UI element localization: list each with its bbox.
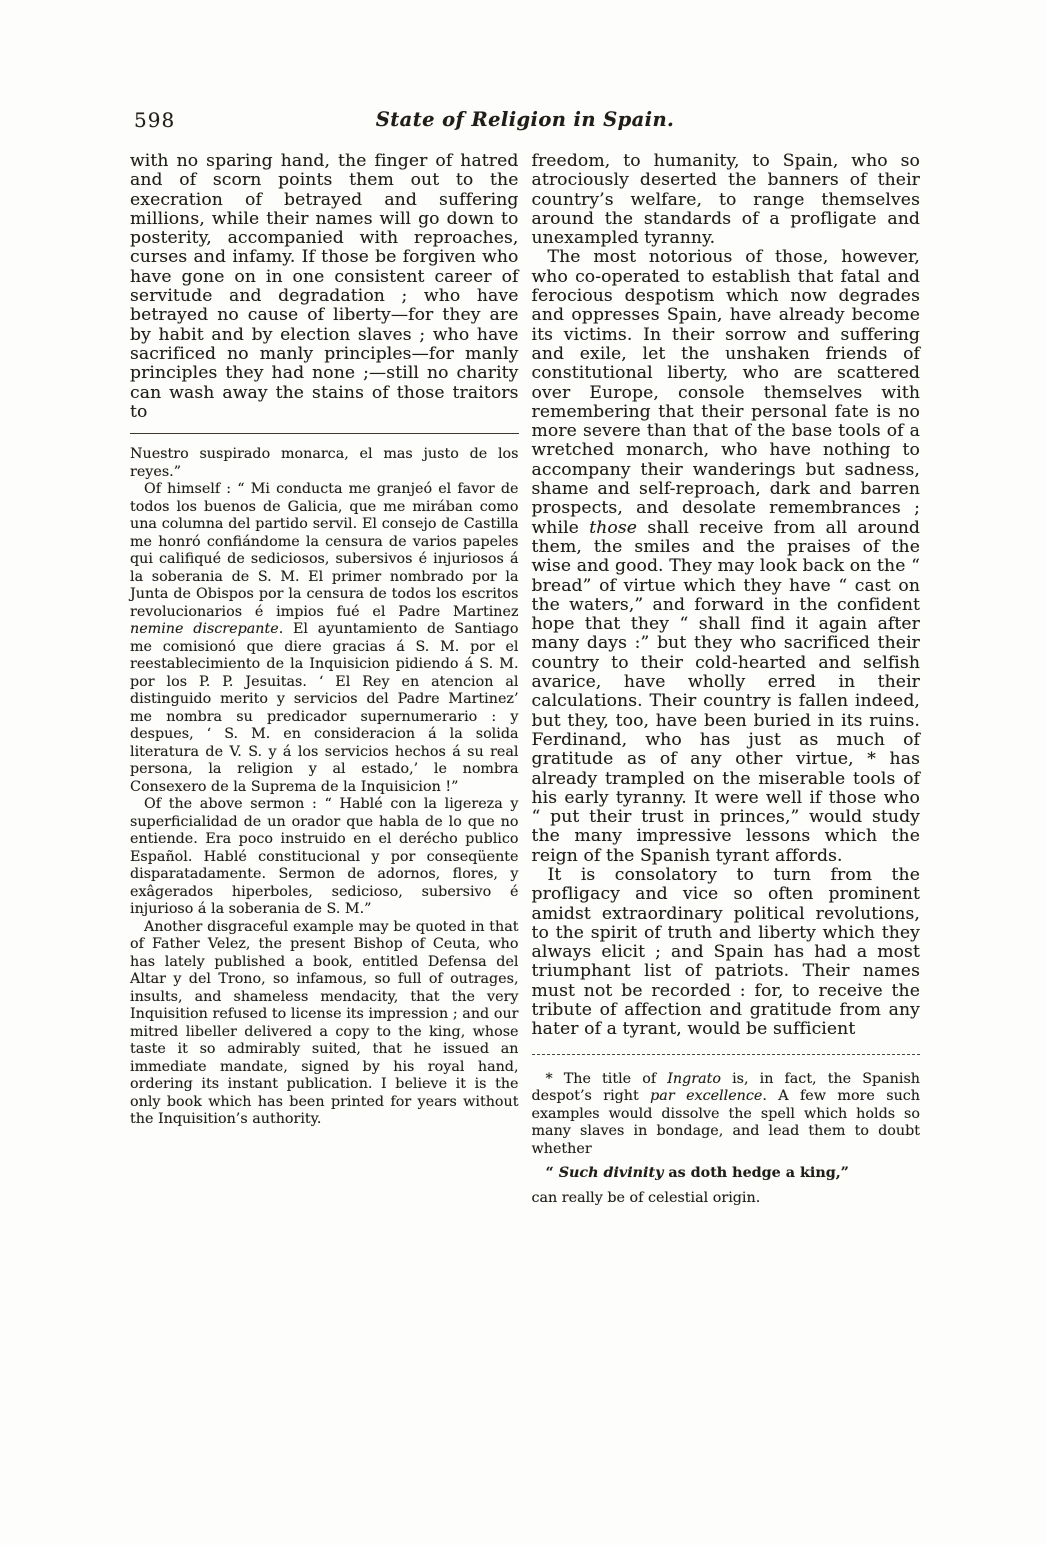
right-column [532, 152, 921, 1207]
footnote-paragraph: * The title of Ingrato is, in fact, the Spanish despot’s right par excellence. A few more such examples would dissolve the spell which holds so many slaves in bondage, and lead them to doubt whether [531, 1070, 921, 1157]
left-footnote [130, 446, 519, 1129]
paragraph: It is consolatory to turn from the profligacy and vice so often prominent amidst extraordinary political revolutions, to the spirit of truth and liberty which they always elicit ; and Spain has had a most triumphant list of patriots. Their names must not be recorded : for, to receive the tribute of affection and gratitude from any hater of a tyrant, would be sufficient [531, 864, 920, 1040]
footnote-paragraph: Nuestro suspirado monarca, el mas justo de los reyes.” [130, 446, 519, 480]
left-main-text [130, 152, 519, 422]
footnote-paragraph: Of himself : “ Mi conducta me granjeó el favor de todos los buenos de Galicia, que me mirában como una columna del partido servil. El consejo de Castilla me honró confiándome la censura de varios papeles qui califiqué de sediciosos, subersivos é injuriosos á la soberania de S. M. El primer nombrado por la Junta de Obispos por la censura de todos los escritos revolucionarios é impios fué el Padre Martinez nemine discrepante. El ayuntamiento de Santiago me comisionó que diere gracias á S. M. por el reestablecimiento de la Inquisicion pidiendo á S. M. por los P. P. Jesuitas. ‘ El Rey en atencion al distinguido merito y servicios del Padre Martinez’ me nombra su predicador supernumerario : y despues, ‘ S. M. en consideracion á la solida literatura de V. S. y á los servicios hechos á su real persona, la religion y al estado,’ le nombra Consexero de la Suprema de la Inquisicion !” [130, 481, 519, 795]
page-number: 598 [134, 108, 176, 132]
footnote-paragraph: can really be of celestial origin. [531, 1189, 761, 1206]
footnote-separator-dashed-line [532, 1054, 921, 1055]
paragraph: with no sparing hand, the finger of hatred and of scorn points them out to the execration of betrayed and suffering millions, while their names will go down to posterity, accompanied with reproaches, curses and infamy. If those be forgiven who have gone on in one consistent career of servitude and degradation ; who have betrayed no cause of liberty—for they are by habit and by election slaves ; who have sacrificed no manly principles—for manly principles they had none ;—still no charity can wash away the stains of those traitors to [130, 151, 519, 422]
paragraph: freedom, to humanity, to Spain, who so atrociously deserted the banners of their country’s welfare, to range themselves around the standards of a profligate and unexampled tyranny. [531, 151, 920, 249]
left-column [130, 152, 519, 1207]
footnote-separator-line [130, 433, 519, 434]
paragraph: The most notorious of those, however, who co-operated to establish that fatal and ferocious despotism which now degrades and oppresses Spain, have already become its victims. In their sorrow and suffering and exile, let the unshaken friends of constitutional liberty, who are scattered over Europe, console themselves with remembering that their personal fate is no more severe than that of the base tools of a wretched monarch, who have nothing to accompany their wanderings but sadness, shame and self-reproach, dark and barren prospects, and desolate remembrances ; while those shall receive from all around them, the smiles and the praises of the wise and good. They may look back on the “ bread” of virtue which they have “ cast on the waters,” and forward in the confident hope that they “ shall find it again after many days :” but they who sacrificed their country to their cold-hearted and selfish avarice, have wholly erred in their calculations. Their country is fallen indeed, but they, too, have been buried in its ruins. Ferdinand, who has just as much of gratitude as of any other virtue, * has already trampled on the miserable tools of his early tyranny. It were well if those who “ put their trust in princes,” would study the many impressive lessons which the reign of the Spanish tyrant affords. [531, 247, 920, 866]
text-columns [130, 152, 920, 1207]
footnote-paragraph: Of the above sermon : “ Hablé con la ligereza y superficialidad de un orador que habla de lo que no entiende. Era poco instruido en el derécho publico Español. Hablé constitucional y por conseqüente disparatadamente. Sermon de adornos, flores, y exâgerados hiperboles, sedicioso, subersivo é injurioso á la soberania de S. M.” [130, 796, 519, 918]
footnote-paragraph: Another disgraceful example may be quoted in that of Father Velez, the present Bishop of Ceuta, who has lately published a book, entitled Defensa del Altar y del Trono, so infamous, so full of outrages, insults, and shameless mendacity, that the very Inquisition refused to license its impression ; and our mitred libeller delivered a copy to the king, whose taste it so admirably suited, that he issued an immediate mandate, signed by his royal hand, ordering its instant publication. I believe it is the only book which has been printed for years without the Inquisition’s authority. [130, 918, 519, 1128]
right-footnote [532, 1071, 921, 1208]
footnote-verse-quote: “ Such divinity as doth hedge a king,” [545, 1165, 849, 1182]
right-main-text [532, 152, 921, 1040]
running-head [130, 108, 920, 138]
running-title: State of Religion in Spain. [375, 108, 675, 131]
